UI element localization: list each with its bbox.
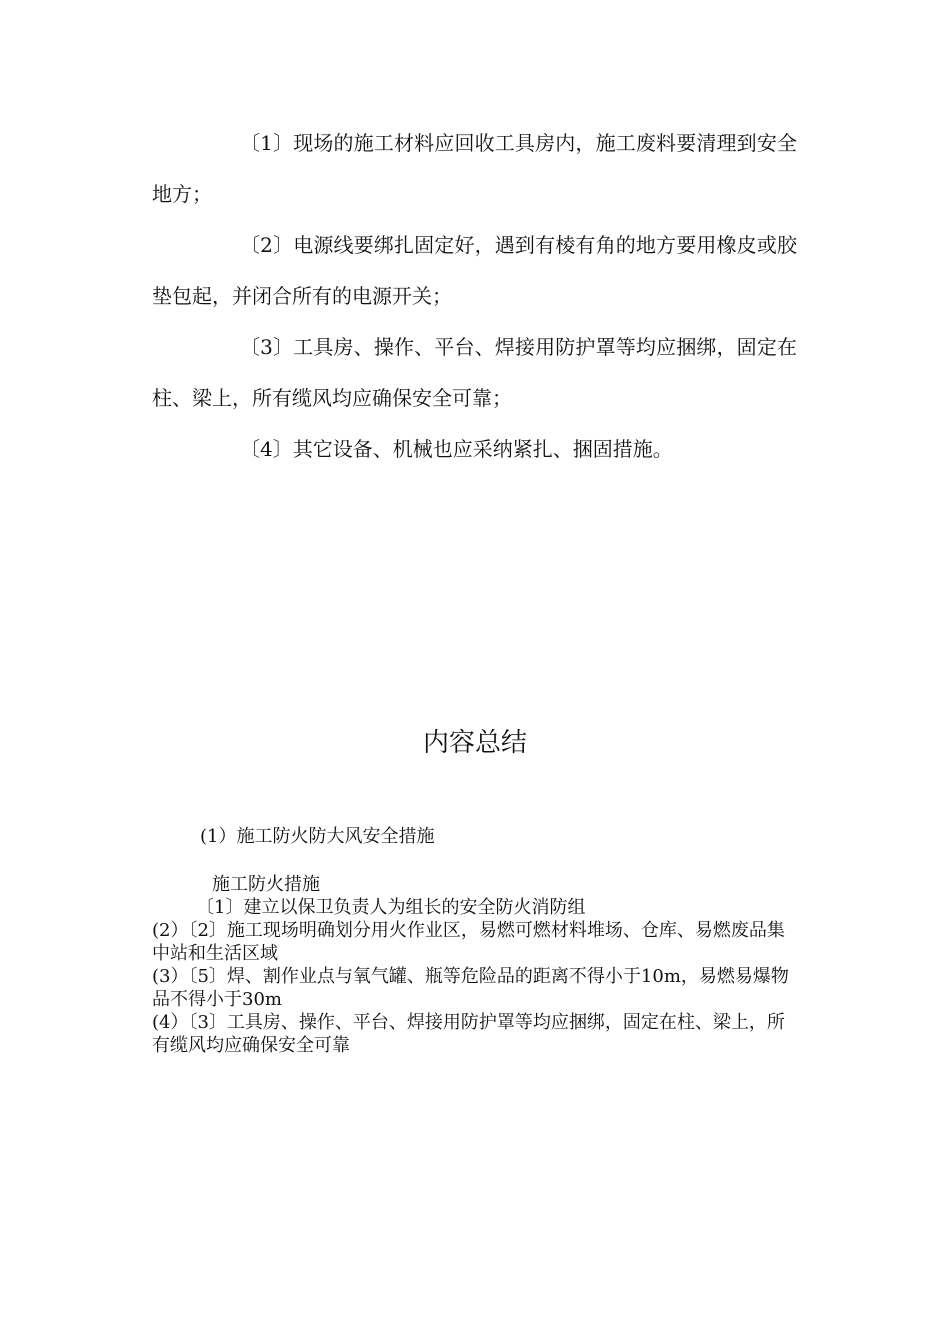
- measures-section: [152, 118, 797, 475]
- measure-item-1: 〔1〕现场的施工材料应回收工具房内，施工废料要清理到安全地方；: [152, 131, 797, 206]
- measure-item-2: 〔2〕电源线要绑扎固定好，遇到有棱有角的地方要用橡皮或胶垫包起，并闭合所有的电源开关；: [152, 233, 797, 308]
- summary-item-1: 〔1〕建立以保卫负责人为组长的安全防火消防组: [196, 897, 586, 918]
- measure-item-4: 〔4〕其它设备、机械也应采纳紧扎、捆固措施。: [240, 437, 673, 461]
- summary-sub-heading: 施工防火措施: [212, 874, 320, 895]
- summary-body: [152, 873, 797, 1057]
- summary-heading: (1）施工防火防大风安全措施: [200, 826, 435, 847]
- summary-item-3: (3）〔5〕焊、割作业点与氧气罐、瓶等危险品的距离不得小于10m，易燃易爆物品不得小于30m: [152, 966, 789, 1010]
- summary-item-2: (2）〔2〕施工现场明确划分用火作业区，易燃可燃材料堆场、仓库、易燃废品集中站和生活区域: [152, 920, 785, 964]
- measure-item-3: 〔3〕工具房、操作、平台、焊接用防护罩等均应捆绑，固定在柱、梁上，所有缆风均应确保安全可靠；: [152, 335, 797, 410]
- summary-item-4: (4）〔3〕工具房、操作、平台、焊接用防护罩等均应捆绑，固定在柱、梁上，所有缆风均应确保安全可靠: [152, 1012, 785, 1056]
- summary-title: 内容总结: [422, 728, 527, 758]
